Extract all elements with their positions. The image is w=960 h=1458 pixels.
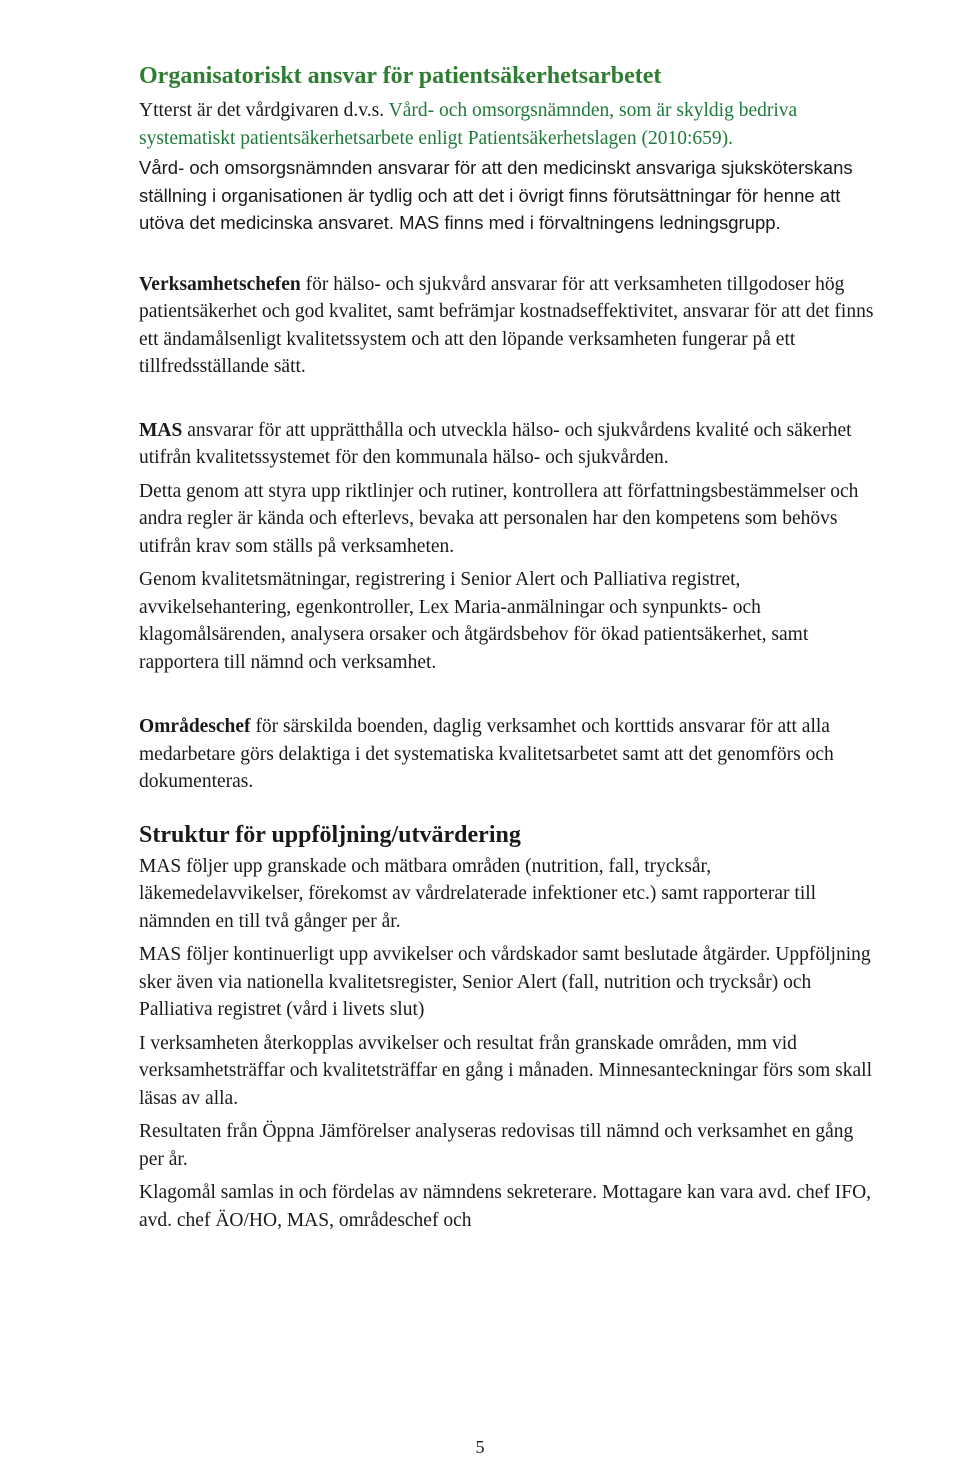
paragraph-oppna-jamforelser: Resultaten från Öppna Jämförelser analyseras redovisas till nämnd och verksamhet en gång per år. [139, 1121, 854, 1170]
paragraph-text: för hälso- och sjukvård ansvarar för att verksamheten tillgodoser hög patientsäkerhet och god kvalitet, samt befrämjar kostnadseffektivitet, ansvarar för att det finns ett ändamålsenligt kvalitetssystem och att den löpande verksamheten fungerar på ett tillfredsställande sätt. [139, 273, 874, 377]
paragraph-omradeschef [139, 713, 879, 796]
section-heading-organisation: Organisatoriskt ansvar för patientsäkerhetsarbetet [139, 63, 662, 89]
paragraph-detta-genom: Detta genom att styra upp riktlinjer och rutiner, kontrollera att författningsbestämmelser och andra regler är kända och efterlevs, bevaka att personalen har den kompetens som behövs utifrån krav som ställs på verksamheten. [139, 480, 859, 557]
paragraph-mas-responsibility: Vård- och omsorgsnämnden ansvarar för att den medicinskt ansvariga sjuksköterskans ställning i organisationen är tydlig och att det i övrigt finns förutsättningar för henne att utöva det medicinska ansvaret. MAS finns med i förvaltningens ledningsgrupp. [139, 157, 853, 233]
section-heading-struktur: Struktur för uppföljning/utvärdering [139, 821, 521, 848]
paragraph-text: för särskilda boenden, daglig verksamhet och korttids ansvarar för att alla medarbetare görs delaktiga i det systematiska kvalitetsarbetet samt att det genomförs och dokumenteras. [139, 716, 834, 792]
paragraph-ytterst [139, 97, 879, 152]
bold-term: Verksamhetschefen [139, 273, 301, 295]
paragraph-mas-kontinuerligt: MAS följer kontinuerligt upp avvikelser och vårdskador samt beslutade åtgärder. Uppföljning sker även via nationella kvalitetsregister, Senior Alert (fall, nutrition och trycksår) och Palliativa registret (vård i livets slut) [139, 944, 871, 1020]
page-number: 5 [475, 1437, 485, 1457]
document-body [139, 56, 879, 1234]
vard-omsorgsnamnden-link[interactable]: Vård- och omsorgsnämnden, som är skyldig bedriva systematiskt patientsäkerhetsarbete enligt Patientsäkerhetslagen (2010:659). [139, 100, 798, 149]
paragraph-aterkoppling: I verksamheten återkopplas avvikelser och resultat från granskade områden, mm vid verksamhetsträffar och kvalitetsträffar en gång i månaden. Minnesanteckningar förs som skall läsas av alla. [139, 1032, 872, 1109]
paragraph-mas [139, 417, 879, 472]
bold-term: Områdeschef [139, 716, 251, 737]
bold-term: MAS [139, 419, 183, 441]
paragraph-mas-foljer-upp: MAS följer upp granskade och mätbara områden (nutrition, fall, trycksår, läkemedelavvikelser, förekomst av vårdrelaterade infektioner etc.) samt rapporterar till nämnden en till två gånger per år. [139, 855, 817, 932]
paragraph-lead-text: Ytterst är det vårdgivaren d.v.s. [139, 100, 389, 121]
paragraph-text: ansvarar för att upprätthålla och utveckla hälso- och sjukvårdens kvalité och säkerhet utifrån kvalitetssystemet för den kommunala hälso- och sjukvården. [139, 419, 852, 468]
paragraph-verksamhetschefen [139, 271, 879, 381]
paragraph-kvalitetsmatningar: Genom kvalitetsmätningar, registrering i Senior Alert och Palliativa registret, avvikelsehantering, egenkontroller, Lex Maria-anmälningar och synpunkts- och klagomålsärenden, analysera orsaker och åtgärdsbehov för ökad patientsäkerhet, samt rapportera till nämnd och verksamhet. [139, 569, 809, 673]
paragraph-klagomal: Klagomål samlas in och fördelas av nämndens sekreterare. Mottagare kan vara avd. chef IFO, avd. chef ÄO/HO, MAS, områdeschef och [139, 1182, 872, 1231]
